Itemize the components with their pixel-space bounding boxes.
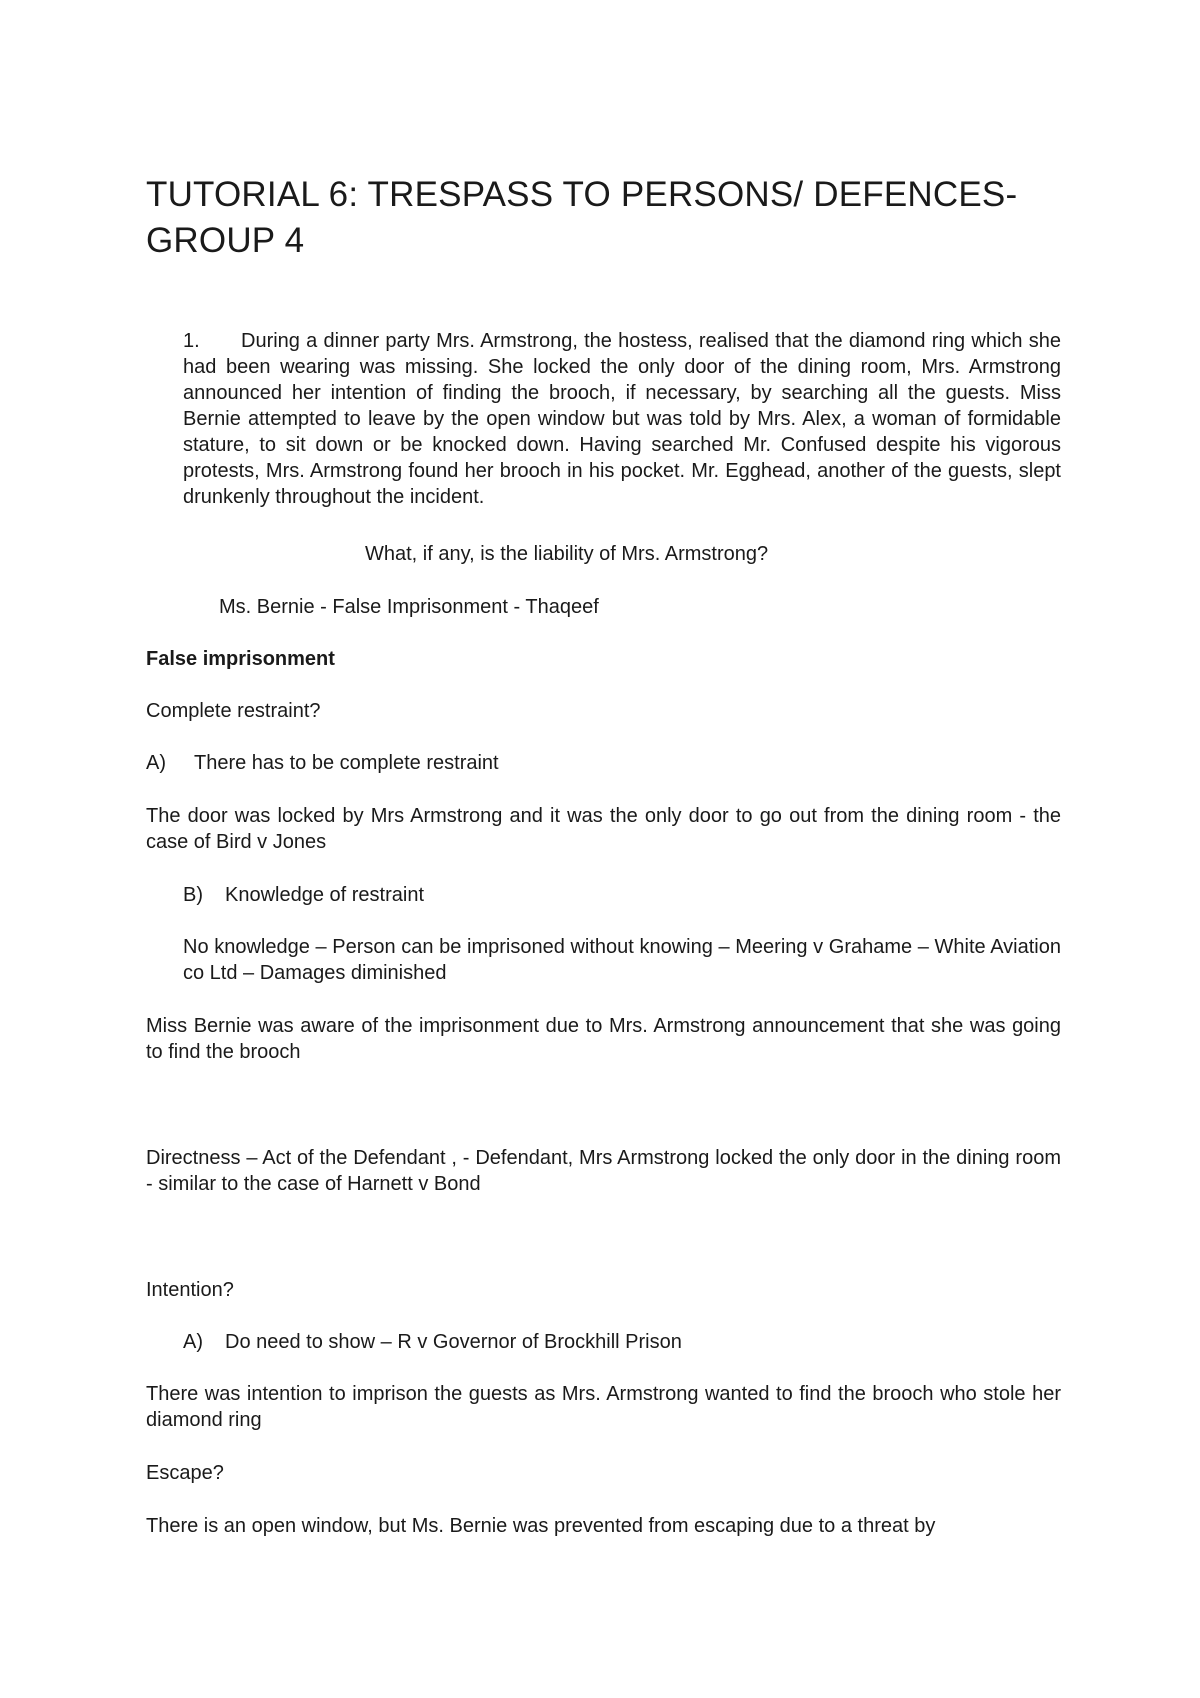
directness-paragraph: Directness – Act of the Defendant , - Defendant, Mrs Armstrong locked the only door in the dining room - similar to the case of Harnett v Bond <box>146 1147 1061 1195</box>
point-label: There has to be complete restraint <box>194 752 499 774</box>
intention-heading: Intention? <box>146 1279 234 1301</box>
question-prompt: What, if any, is the liability of Mrs. Armstrong? <box>365 543 769 565</box>
document-title: TUTORIAL 6: TRESPASS TO PERSONS/ DEFENCES-GROUP 4 <box>146 175 1018 260</box>
question-paragraph <box>183 328 1061 510</box>
awareness-paragraph: Miss Bernie was aware of the imprisonment due to Mrs. Armstrong announcement that she was going to find the brooch <box>146 1015 1061 1063</box>
restraint-point-b <box>183 882 424 908</box>
intention-paragraph: There was intention to imprison the guests as Mrs. Armstrong wanted to find the brooch who stole her diamond ring <box>146 1383 1061 1431</box>
assignment-line: Ms. Bernie - False Imprisonment - Thaqeef <box>219 596 599 618</box>
escape-paragraph: There is an open window, but Ms. Bernie was prevented from escaping due to a threat by <box>146 1515 936 1537</box>
complete-restraint-heading: Complete restraint? <box>146 700 321 722</box>
point-letter: A) <box>183 1331 203 1353</box>
question-text: During a dinner party Mrs. Armstrong, the hostess, realised that the diamond ring which she had been wearing was missing. She locked the only door of the dining room, Mrs. Armstrong announced her intention of finding the brooch, if necessary, by searching all the guests. Miss Bernie attempted to leave by the open window but was told by Mrs. Alex, a woman of formidable stature, to sit down or be knocked down. Having searched Mr. Confused despite his vigorous protests, Mrs. Armstrong found her brooch in his pocket. Mr. Egghead, another of the guests, slept drunkenly throughout the incident. <box>183 330 1061 508</box>
restraint-point-a <box>146 750 499 776</box>
restraint-point-b-text: No knowledge – Person can be imprisoned without knowing – Meering v Grahame – White Aviation co Ltd – Damages diminished <box>183 936 1061 984</box>
point-letter: A) <box>146 752 166 774</box>
restraint-point-a-text: The door was locked by Mrs Armstrong and it was the only door to go out from the dining room - the case of Bird v Jones <box>146 805 1061 853</box>
point-label: Knowledge of restraint <box>225 884 425 906</box>
point-letter: B) <box>183 884 203 906</box>
escape-heading: Escape? <box>146 1462 224 1484</box>
intention-point-a <box>183 1329 682 1355</box>
question-number: 1. <box>183 330 200 352</box>
section-heading: False imprisonment <box>146 648 335 670</box>
point-label: Do need to show – R v Governor of Brockhill Prison <box>225 1331 682 1353</box>
